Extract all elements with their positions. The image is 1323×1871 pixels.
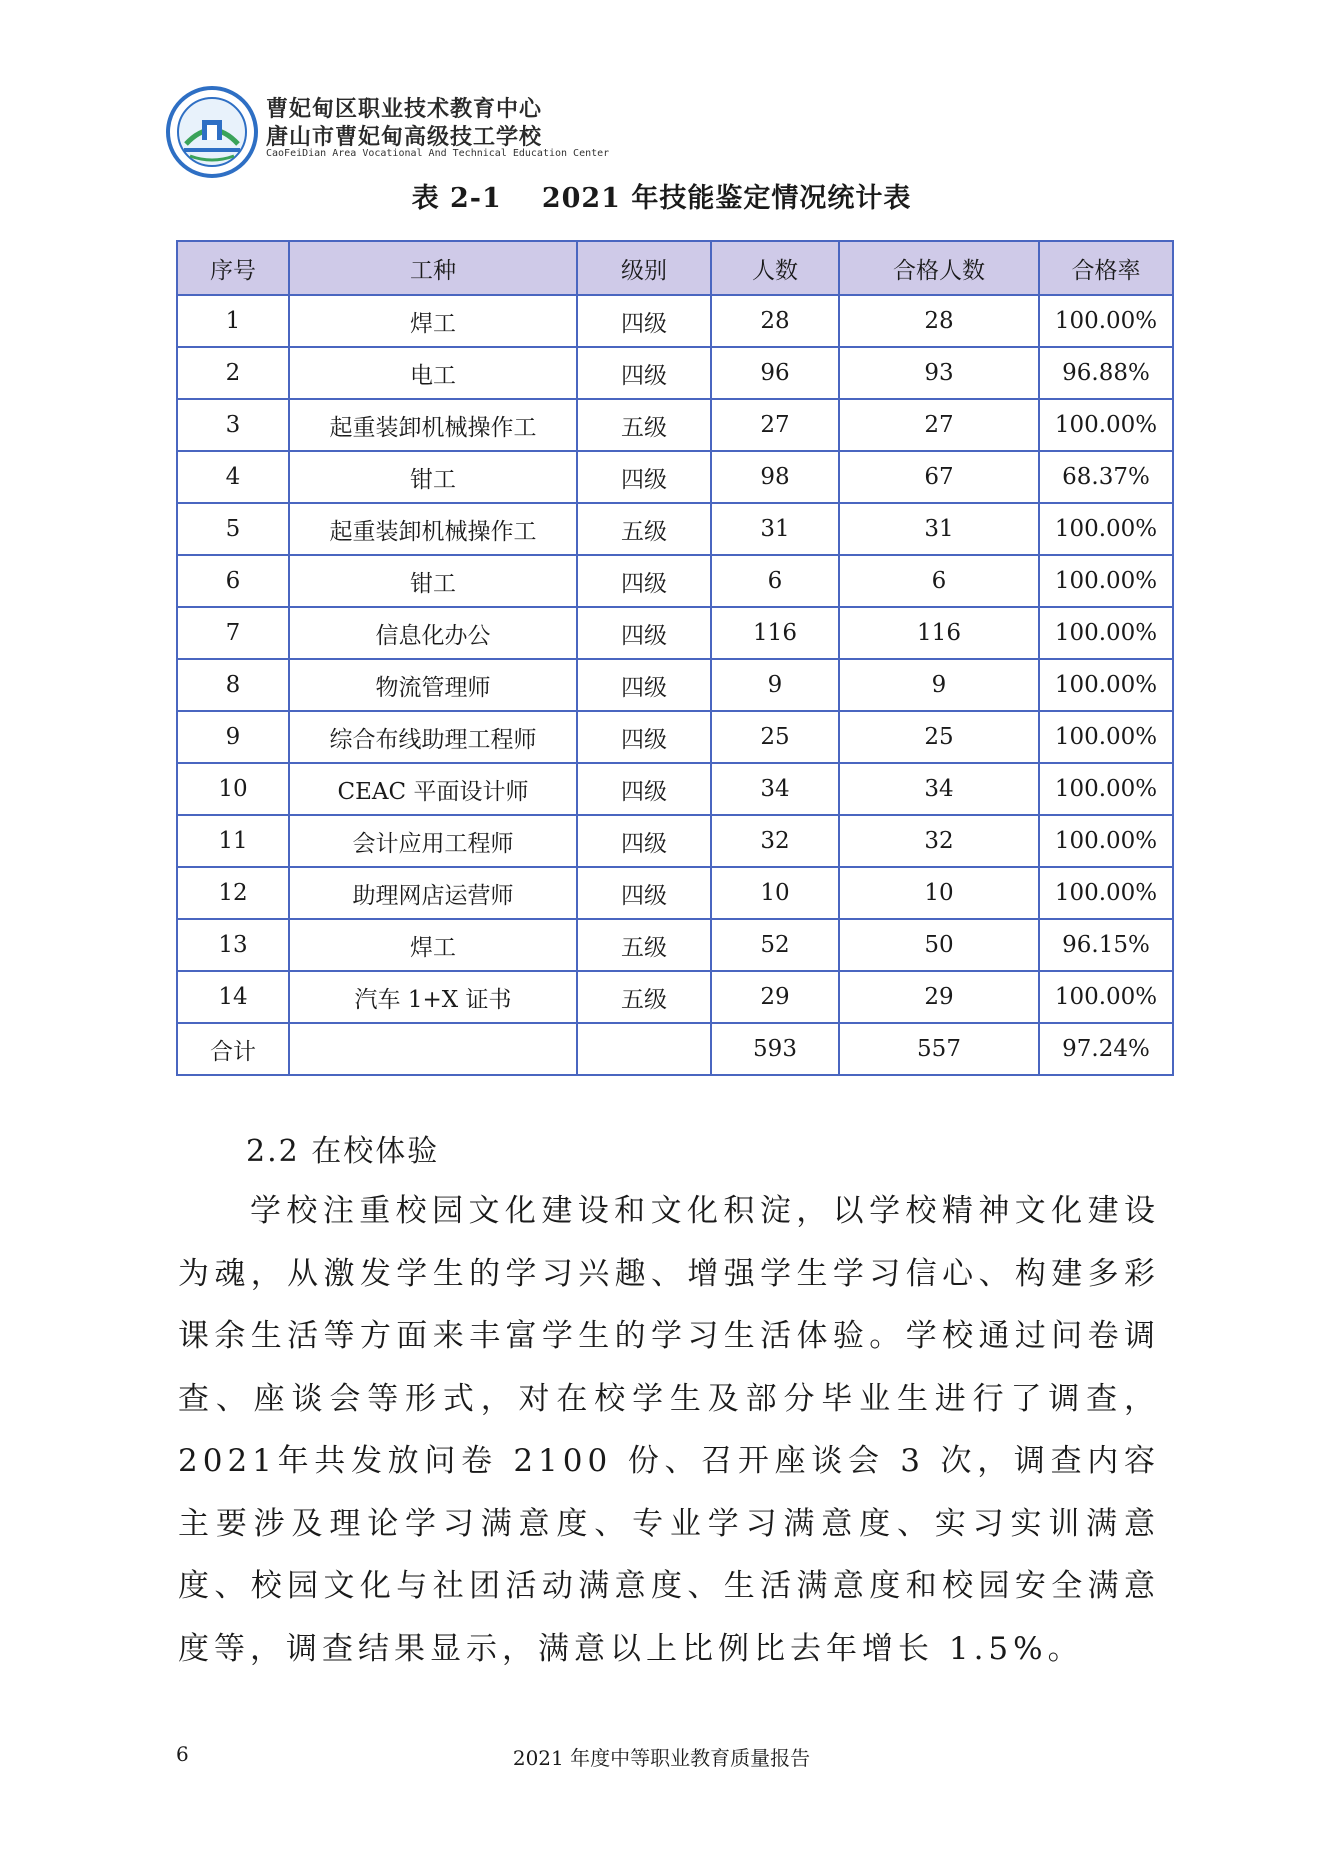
table-row <box>177 815 1173 867</box>
row-pass-rate: 100.00% <box>1039 867 1173 919</box>
row-passed: 116 <box>839 607 1039 659</box>
row-index: 4 <box>177 451 289 503</box>
row-level: 五级 <box>577 971 711 1023</box>
col-header-index: 序号 <box>177 241 289 295</box>
total-trade <box>289 1023 577 1075</box>
row-pass-rate: 100.00% <box>1039 711 1173 763</box>
row-level: 四级 <box>577 711 711 763</box>
row-trade: 起重装卸机械操作工 <box>289 399 577 451</box>
table-row <box>177 607 1173 659</box>
org-name-english: CaoFeiDian Area Vocational And Technical Education Center <box>266 148 610 159</box>
row-trade: 钳工 <box>289 451 577 503</box>
table-row <box>177 711 1173 763</box>
row-trade: 电工 <box>289 347 577 399</box>
row-index: 10 <box>177 763 289 815</box>
row-passed: 25 <box>839 711 1039 763</box>
row-count: 32 <box>711 815 839 867</box>
row-level: 四级 <box>577 607 711 659</box>
row-passed: 50 <box>839 919 1039 971</box>
row-count: 27 <box>711 399 839 451</box>
row-count: 52 <box>711 919 839 971</box>
table-row <box>177 451 1173 503</box>
row-index: 14 <box>177 971 289 1023</box>
row-pass-rate: 100.00% <box>1039 607 1173 659</box>
table-caption <box>0 176 1323 215</box>
col-header-count: 人数 <box>711 241 839 295</box>
row-level: 四级 <box>577 347 711 399</box>
row-index: 8 <box>177 659 289 711</box>
page-header <box>166 86 866 172</box>
row-trade: 综合布线助理工程师 <box>289 711 577 763</box>
row-passed: 29 <box>839 971 1039 1023</box>
table-row <box>177 919 1173 971</box>
row-trade: 汽车 1+X 证书 <box>289 971 577 1023</box>
row-passed: 9 <box>839 659 1039 711</box>
skill-assessment-table <box>176 240 1174 1076</box>
row-count: 116 <box>711 607 839 659</box>
row-trade: 起重装卸机械操作工 <box>289 503 577 555</box>
table-row <box>177 295 1173 347</box>
row-level: 五级 <box>577 503 711 555</box>
row-index: 11 <box>177 815 289 867</box>
row-count: 34 <box>711 763 839 815</box>
table-body <box>177 295 1173 1023</box>
row-passed: 34 <box>839 763 1039 815</box>
page-number: 6 <box>176 1742 189 1766</box>
row-level: 四级 <box>577 867 711 919</box>
row-count: 31 <box>711 503 839 555</box>
row-passed: 32 <box>839 815 1039 867</box>
row-pass-rate: 100.00% <box>1039 503 1173 555</box>
row-pass-rate: 100.00% <box>1039 659 1173 711</box>
table-row <box>177 867 1173 919</box>
row-passed: 31 <box>839 503 1039 555</box>
row-pass-rate: 68.37% <box>1039 451 1173 503</box>
row-count: 28 <box>711 295 839 347</box>
row-level: 四级 <box>577 451 711 503</box>
table-row <box>177 555 1173 607</box>
row-pass-rate: 96.15% <box>1039 919 1173 971</box>
table-row <box>177 399 1173 451</box>
org-name-line1: 曹妃甸区职业技术教育中心 <box>266 97 543 122</box>
row-pass-rate: 100.00% <box>1039 399 1173 451</box>
total-level <box>577 1023 711 1075</box>
row-passed: 27 <box>839 399 1039 451</box>
row-pass-rate: 100.00% <box>1039 815 1173 867</box>
row-level: 四级 <box>577 555 711 607</box>
row-index: 9 <box>177 711 289 763</box>
row-index: 6 <box>177 555 289 607</box>
row-trade: 钳工 <box>289 555 577 607</box>
row-pass-rate: 100.00% <box>1039 971 1173 1023</box>
row-trade: 焊工 <box>289 295 577 347</box>
table-row <box>177 763 1173 815</box>
row-level: 四级 <box>577 295 711 347</box>
row-index: 5 <box>177 503 289 555</box>
row-count: 9 <box>711 659 839 711</box>
row-passed: 6 <box>839 555 1039 607</box>
row-pass-rate: 96.88% <box>1039 347 1173 399</box>
col-header-pass-rate: 合格率 <box>1039 241 1173 295</box>
footer-title: 2021 年度中等职业教育质量报告 <box>512 1746 811 1770</box>
section-paragraph: 学校注重校园文化建设和文化积淀，以学校精神文化建设为魂，从激发学生的学习兴趣、增强学生学习信心、构建多彩课余生活等方面来丰富学生的学习生活体验。学校通过问卷调查、座谈会等形式，对在校学生及部分毕业生进行了调查，2021年共发放问卷 2100 份、召开座谈会 3 次，调查内容主要涉及理论学习满意度、专业学习满意度、实习实训满意度、校园文化与社团活动满意度、生活满意度和校园安全满意度等，调查结果显示，满意以上比例比去年增长 1.5%。 <box>178 1193 1160 1667</box>
row-trade: 焊工 <box>289 919 577 971</box>
row-count: 96 <box>711 347 839 399</box>
table-row <box>177 971 1173 1023</box>
table-row <box>177 659 1173 711</box>
row-passed: 67 <box>839 451 1039 503</box>
row-count: 25 <box>711 711 839 763</box>
row-count: 29 <box>711 971 839 1023</box>
row-pass-rate: 100.00% <box>1039 295 1173 347</box>
total-passed: 557 <box>839 1023 1039 1075</box>
row-index: 12 <box>177 867 289 919</box>
row-pass-rate: 100.00% <box>1039 763 1173 815</box>
row-trade: 助理网店运营师 <box>289 867 577 919</box>
school-logo <box>166 86 258 178</box>
org-name-line2: 唐山市曹妃甸高级技工学校 <box>266 125 543 150</box>
table-title-text: 2021 年技能鉴定情况统计表 <box>541 183 912 214</box>
row-trade: CEAC 平面设计师 <box>289 763 577 815</box>
row-index: 7 <box>177 607 289 659</box>
row-count: 10 <box>711 867 839 919</box>
row-level: 四级 <box>577 763 711 815</box>
section-heading: 2.2 在校体验 <box>246 1134 440 1169</box>
row-level: 四级 <box>577 659 711 711</box>
row-count: 6 <box>711 555 839 607</box>
col-header-level: 级别 <box>577 241 711 295</box>
total-count: 593 <box>711 1023 839 1075</box>
row-passed: 10 <box>839 867 1039 919</box>
total-pass-rate: 97.24% <box>1039 1023 1173 1075</box>
table-header-row <box>177 241 1173 295</box>
col-header-trade: 工种 <box>289 241 577 295</box>
row-trade: 会计应用工程师 <box>289 815 577 867</box>
row-level: 四级 <box>577 815 711 867</box>
row-index: 3 <box>177 399 289 451</box>
row-level: 五级 <box>577 919 711 971</box>
row-trade: 信息化办公 <box>289 607 577 659</box>
table-row <box>177 347 1173 399</box>
row-index: 13 <box>177 919 289 971</box>
row-pass-rate: 100.00% <box>1039 555 1173 607</box>
row-index: 2 <box>177 347 289 399</box>
row-passed: 28 <box>839 295 1039 347</box>
table-total-row <box>177 1023 1173 1075</box>
total-label: 合计 <box>177 1023 289 1075</box>
col-header-passed: 合格人数 <box>839 241 1039 295</box>
row-index: 1 <box>177 295 289 347</box>
row-count: 98 <box>711 451 839 503</box>
table-number: 表 2-1 <box>411 183 502 214</box>
table-row <box>177 503 1173 555</box>
row-passed: 93 <box>839 347 1039 399</box>
row-trade: 物流管理师 <box>289 659 577 711</box>
row-level: 五级 <box>577 399 711 451</box>
